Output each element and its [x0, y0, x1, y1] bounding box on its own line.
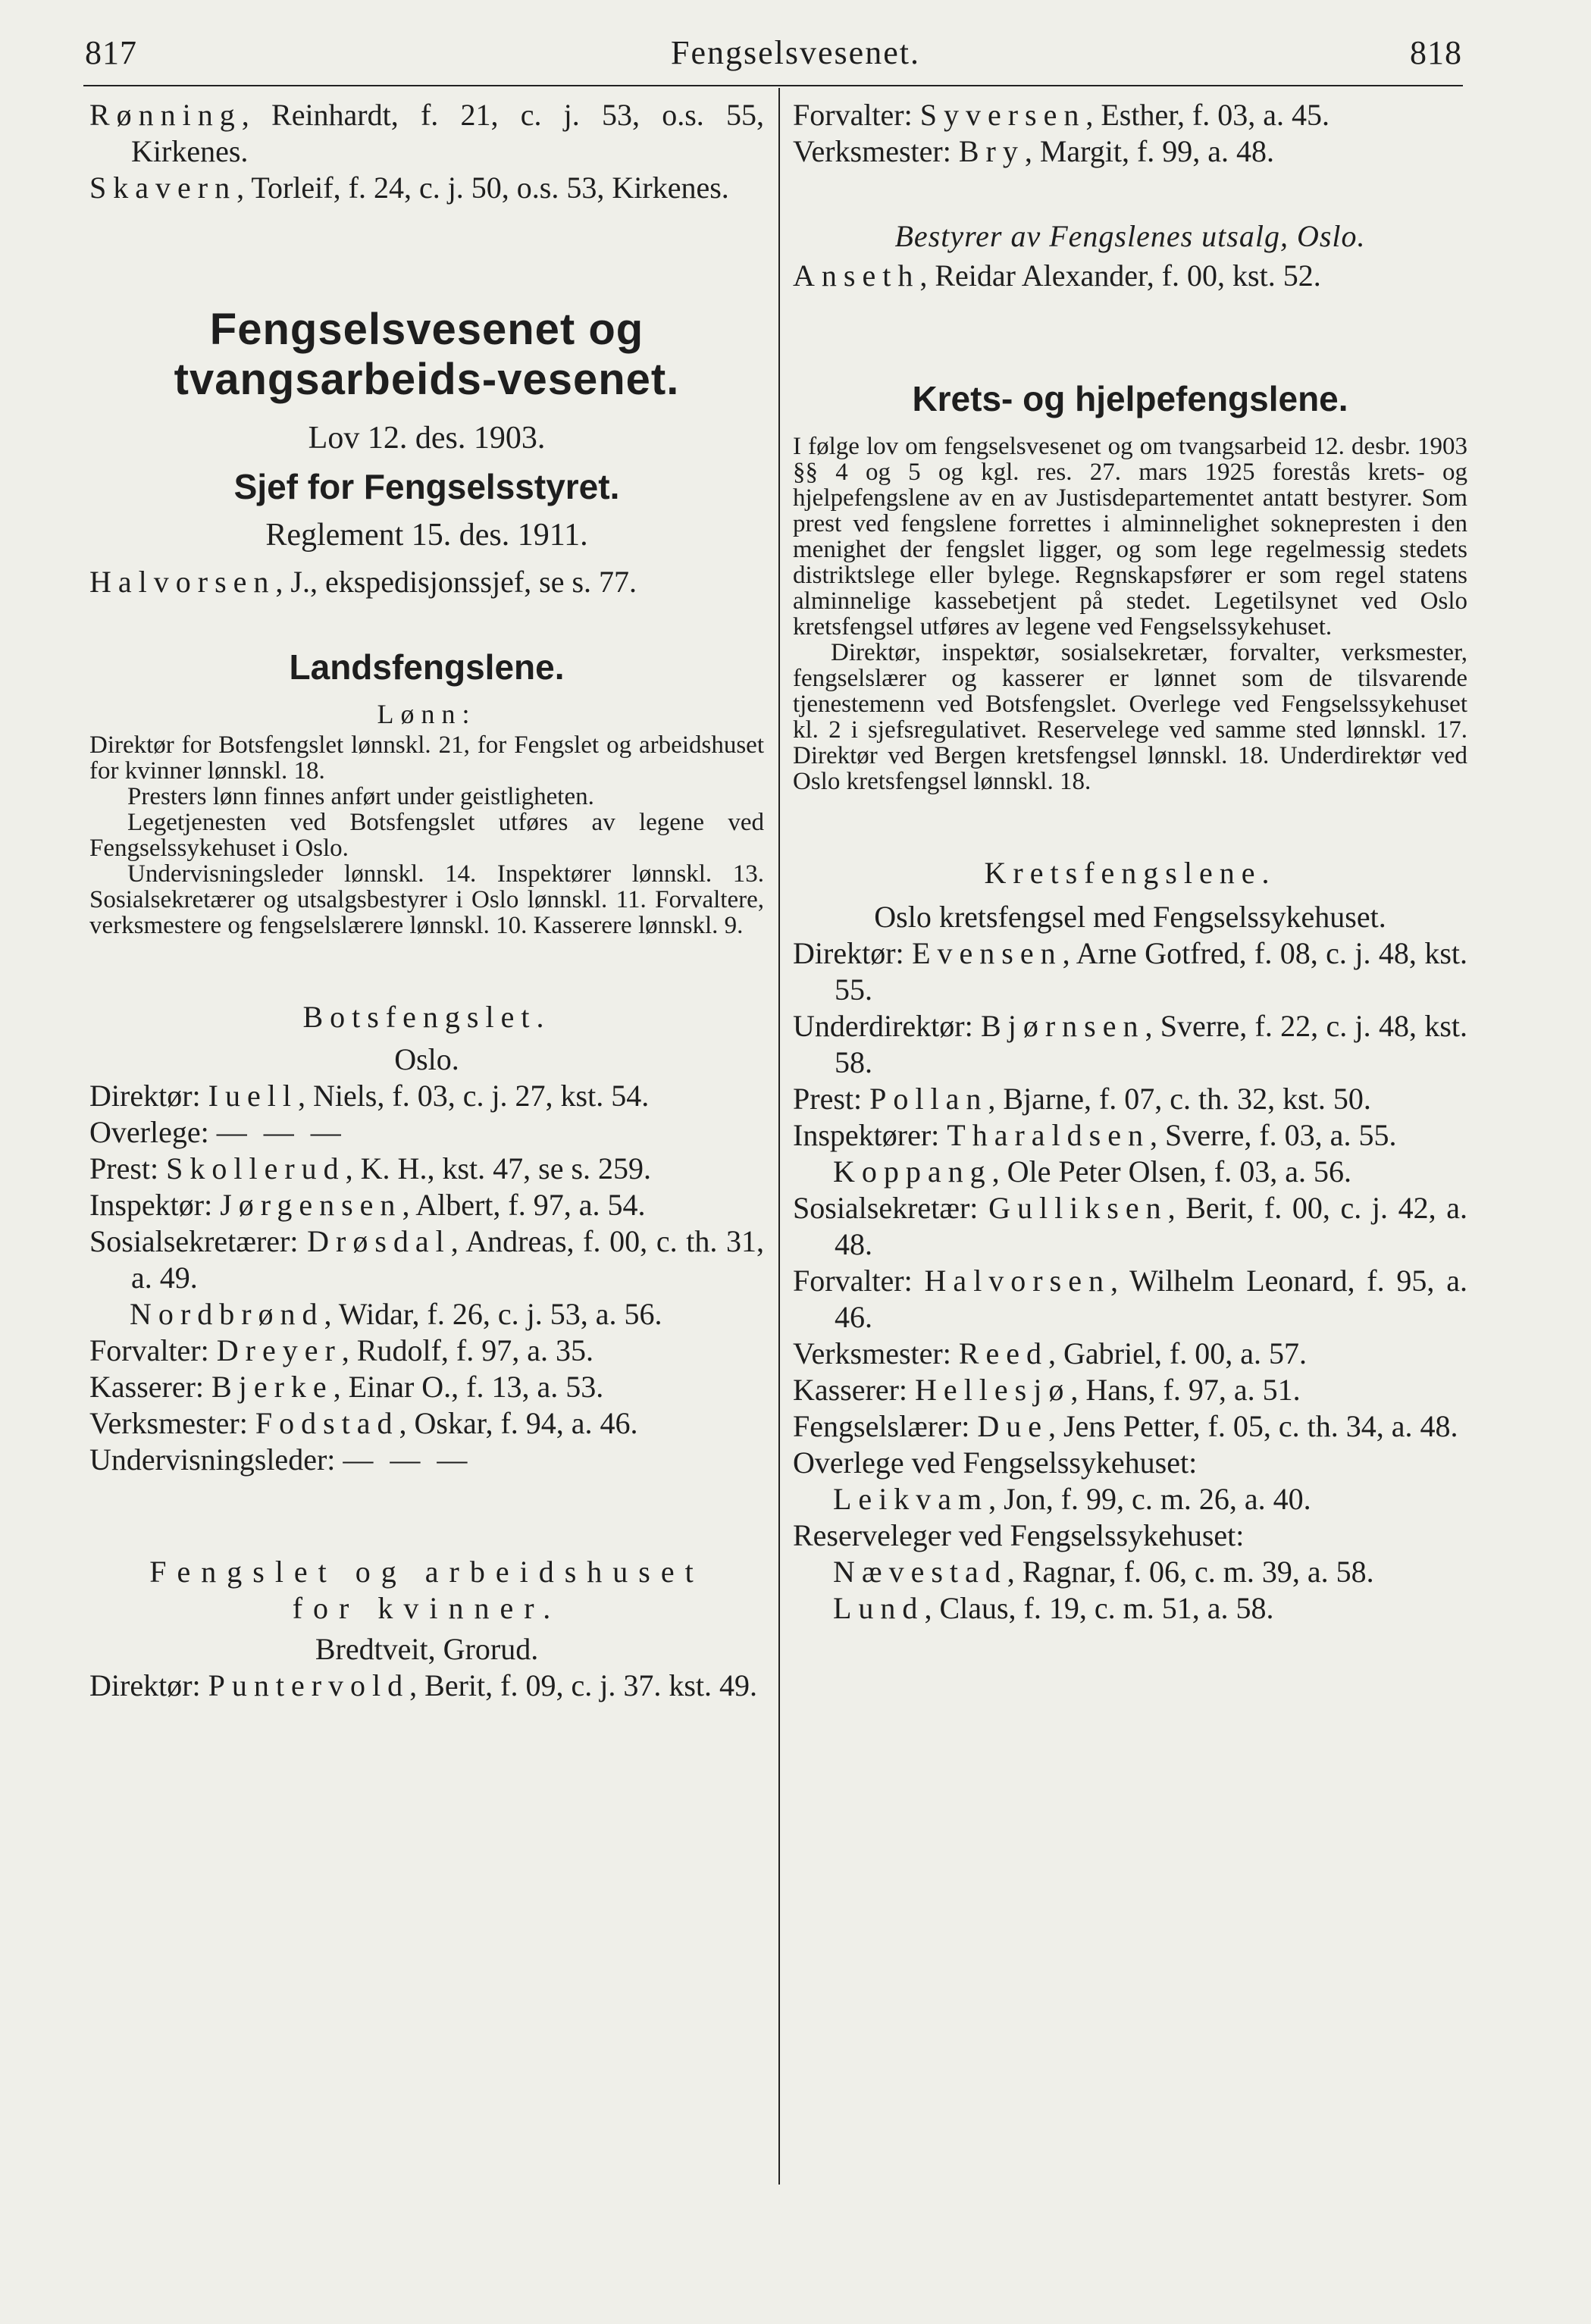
entry: Kasserer: Hellesjø, Hans, f. 97, a. 51. — [793, 1373, 1301, 1407]
entry: Prest: Pollan, Bjarne, f. 07, c. th. 32, kst. 50. — [793, 1082, 1371, 1116]
left-page-number: 817 — [85, 34, 137, 71]
oslo-list — [793, 935, 1467, 1445]
entry: Direktør: Puntervold, Berit, f. 09, c. j. 37. kst. 49. — [89, 1668, 758, 1702]
running-title: Fengselsvesenet. — [671, 34, 920, 71]
entry: Rønning, Reinhardt, f. 21, c. j. 53, o.s. 55, Kirkenes. — [89, 98, 764, 168]
kretsfengslene-heading: Kretsfengslene. — [984, 856, 1276, 890]
entry: Nordbrønd, Widar, f. 26, c. j. 53, a. 56. — [130, 1297, 662, 1331]
reserve-label: Reserveleger ved Fengselssykehuset: — [793, 1518, 1245, 1552]
entry: Halvorsen, J., ekspedisjonssjef, se s. 77. — [89, 565, 637, 599]
main-heading: Fengselsvesenet og tvangsarbeids-vesenet. — [174, 305, 680, 404]
entry: Forvalter: Halvorsen, Wilhelm Leonard, f. 95, a. 46. — [793, 1264, 1467, 1334]
bots-list — [89, 1078, 764, 1478]
entry: Direktør: Iuell, Niels, f. 03, c. j. 27, kst. 54. — [89, 1079, 650, 1113]
entry: Fengselslærer: Due, Jens Petter, f. 05, c. th. 34, a. 48. — [793, 1409, 1458, 1443]
krets-heading: Krets- og hjelpefengslene. — [912, 379, 1348, 418]
entry: Underdirektør: Bjørnsen, Sverre, f. 22, c. j. 48, kst. 58. — [793, 1009, 1467, 1079]
entry: Sosialsekretærer: Drøsdal, Andreas, f. 00, c. th. 31, a. 49. — [89, 1224, 764, 1295]
law-reference: Lov 12. des. 1903. — [308, 421, 546, 456]
entry: Nævestad, Ragnar, f. 06, c. m. 39, a. 58. — [833, 1555, 1374, 1589]
entry: Lund, Claus, f. 19, c. m. 51, a. 58. — [833, 1591, 1274, 1625]
sjef-heading: Sjef for Fengselsstyret. — [233, 467, 620, 506]
left-column — [89, 97, 764, 1704]
entry: Prest: Skollerud, K. H., kst. 47, se s. 259. — [89, 1151, 652, 1185]
right-column — [793, 97, 1467, 1627]
entry: Forvalter: Dreyer, Rudolf, f. 97, a. 35. — [89, 1333, 593, 1367]
entry: Undervisningsleder: — — — — [89, 1442, 472, 1477]
krets-text: I følge lov om fengselsvesenet og om tvangsarbeid 12. desbr. 1903 §§ 4 og 5 og kgl. res. 27. mars 1925 forestås krets- og hjelpefengslene av en av Justisdepartementet antatt bestyrer. Som prest ved fengslene forrettes i alminnelighet soknepresten i den menighet der fengslet ligger, og som lege regelmessig stedets distriktslege eller bylege. Regnskapsfører er som regel statens alminnelige kassebetjent på stedet. Legetilsynet ved Oslo kretsfengsel utføres av legene ved Fengselssykehuset. Direktør, inspektør, sosialsekretær, forvalter, verksmester, fengselslærer og kasserer er lønnet som de tilsvarende tjenestemenn ved Botsfengslet. Overlege ved Fengselssykehuset kl. 2 i sjefsregulativet. Reservelege ved samme sted lønnskl. 17. Direktør ved Bergen kretsfengsel lønnskl. 18. Underdirektør ved Oslo kretsfengsel lønnskl. 18. — [793, 433, 1467, 795]
entry: Inspektør: Jørgensen, Albert, f. 97, a. 54. — [89, 1188, 646, 1222]
kvinner-heading-2: for kvinner. — [292, 1591, 562, 1625]
utsalg-heading: Bestyrer av Fengslenes utsalg, Oslo. — [894, 219, 1366, 253]
oslo-heading: Oslo kretsfengsel med Fengselssykehuset. — [874, 900, 1386, 934]
lonn-heading: Lønn: — [377, 699, 477, 729]
entry: Sosialsekretær: Gulliksen, Berit, f. 00, c. j. 42, a. 48. — [793, 1191, 1468, 1261]
overlege-label: Overlege ved Fengselssykehuset: — [793, 1445, 1198, 1480]
page-header — [0, 33, 1591, 79]
lonn-text: Direktør for Botsfengslet lønnskl. 21, for Fengslet og arbeidshuset for kvinner lønnskl. 18. Presters lønn finnes anført under geistligheten. Legetjenesten ved Botsfengslet utføres av legene ved Fengselssykehuset i Oslo. Undervisningsleder lønnskl. 14. Inspektører lønnskl. 13. Sosialsekretærer og utsalgsbestyrer i Oslo lønnskl. 11. Forvaltere, verksmestere og fengselslærere lønnskl. 10. Kasserere lønnskl. 9. — [89, 731, 764, 939]
entry: Overlege: — — — — [89, 1115, 346, 1149]
entry: Verksmester: Reed, Gabriel, f. 00, a. 57. — [793, 1336, 1308, 1370]
entry: Direktør: Evensen, Arne Gotfred, f. 08, c. j. 48, kst. 55. — [793, 936, 1468, 1007]
entry: Kasserer: Bjerke, Einar O., f. 13, a. 53. — [89, 1370, 604, 1404]
entry: Inspektører: Tharaldsen, Sverre, f. 03, a. 55. — [793, 1118, 1397, 1152]
entry: Anseth, Reidar Alexander, f. 00, kst. 52. — [793, 258, 1321, 293]
reglement: Reglement 15. des. 1911. — [265, 518, 588, 553]
entry: Forvalter: Syversen, Esther, f. 03, a. 45. — [793, 98, 1330, 132]
bots-place: Oslo. — [394, 1042, 459, 1076]
kvinner-place: Bredtveit, Grorud. — [315, 1632, 539, 1666]
entry: Skavern, Torleif, f. 24, c. j. 50, o.s. 53, Kirkenes. — [89, 171, 729, 205]
entry: Leikvam, Jon, f. 99, c. m. 26, a. 40. — [833, 1482, 1311, 1516]
header-rule — [83, 85, 1463, 86]
bots-heading: Botsfengslet. — [302, 1000, 551, 1034]
entry: Koppang, Ole Peter Olsen, f. 03, a. 56. — [833, 1154, 1351, 1189]
entry: Verksmester: Bry, Margit, f. 99, a. 48. — [793, 134, 1275, 168]
entry: Verksmester: Fodstad, Oskar, f. 94, a. 46. — [89, 1406, 638, 1440]
kvinner-heading-1: Fengslet og arbeidshuset — [149, 1555, 704, 1589]
column-divider — [778, 88, 780, 2185]
right-page-number: 818 — [1410, 34, 1462, 71]
lands-heading: Landsfengslene. — [289, 647, 565, 687]
